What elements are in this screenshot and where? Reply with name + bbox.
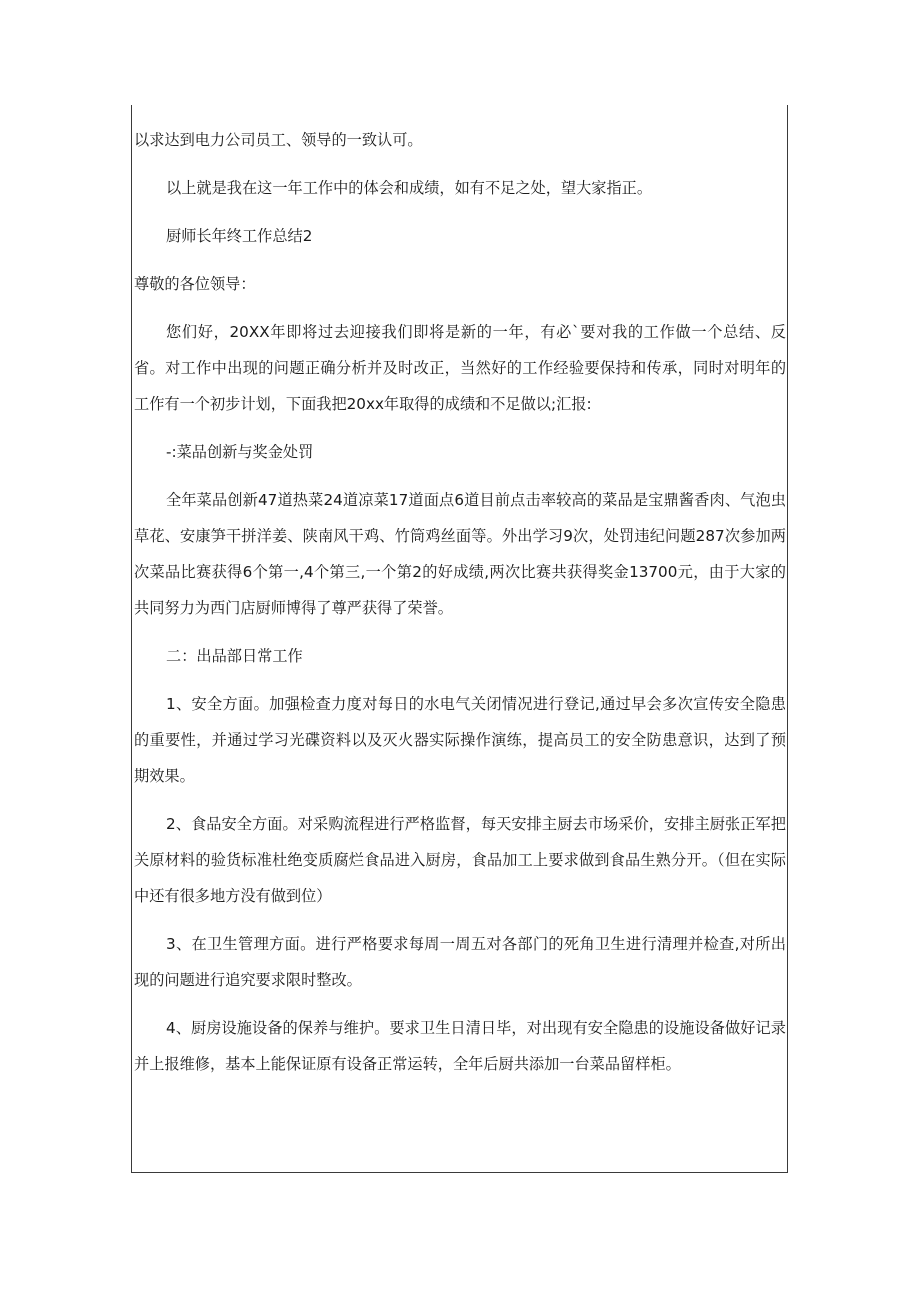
item-safety: 1、安全方面。加强检查力度对每日的水电气关闭情况进行登记,通过早会多次宣传安全隐患的重要性，并通过学习光碟资料以及灭火器实际操作演练，提高员工的安全防患意识，达到了预期效果。 xyxy=(134,695,786,785)
salutation: 尊敬的各位领导： xyxy=(134,275,256,293)
paragraph-intro: 您们好，20XX年即将过去迎接我们即将是新的一年，有必`要对我的工作做一个总结、反省。对工作中出现的问题正确分析并及时改正，当然好的工作经验要保持和传承，同时对明年的工作有一个初步计划，下面我把20xx年取得的成绩和不足做以;汇报: xyxy=(134,323,786,413)
item-hygiene: 3、在卫生管理方面。进行严格要求每周一周五对各部门的死角卫生进行清理并检查,对所出现的问题进行追究要求限时整改。 xyxy=(134,935,786,989)
heading-1: -:菜品创新与奖金处罚 xyxy=(166,443,314,461)
item-food-safety: 2、食品安全方面。对采购流程进行严格监督，每天安排主厨去市场采价，安排主厨张正军把关原材料的验货标准杜绝变质腐烂食品进入厨房，食品加工上要求做到食品生熟分开。（但在实际中还有很多地方没有做到位） xyxy=(134,815,786,905)
document-body xyxy=(134,122,786,1094)
heading-2: 二：出品部日常工作 xyxy=(166,647,303,665)
paragraph-2: 以上就是我在这一年工作中的体会和成绩，如有不足之处，望大家指正。 xyxy=(166,179,652,197)
section-title: 厨师长年终工作总结2 xyxy=(166,227,313,245)
paragraph-1: 以求达到电力公司员工、领导的一致认可。 xyxy=(134,131,423,149)
paragraph-dishes: 全年菜品创新47道热菜24道凉菜17道面点6道目前点击率较高的菜品是宝鼎酱香肉、气泡虫草花、安康笋干拼洋姜、陕南风干鸡、竹筒鸡丝面等。外出学习9次，处罚违纪问题287次参加两次菜品比赛获得6个第一,4个第三,一个第2的好成绩,两次比赛共获得奖金13700元，由于大家的共同努力为西门店厨师博得了尊严获得了荣誉。 xyxy=(134,491,786,617)
item-equipment: 4、厨房设施设备的保养与维护。要求卫生日清日毕，对出现有安全隐患的设施设备做好记录并上报维修，基本上能保证原有设备正常运转，全年后厨共添加一台菜品留样柜。 xyxy=(134,1019,786,1073)
